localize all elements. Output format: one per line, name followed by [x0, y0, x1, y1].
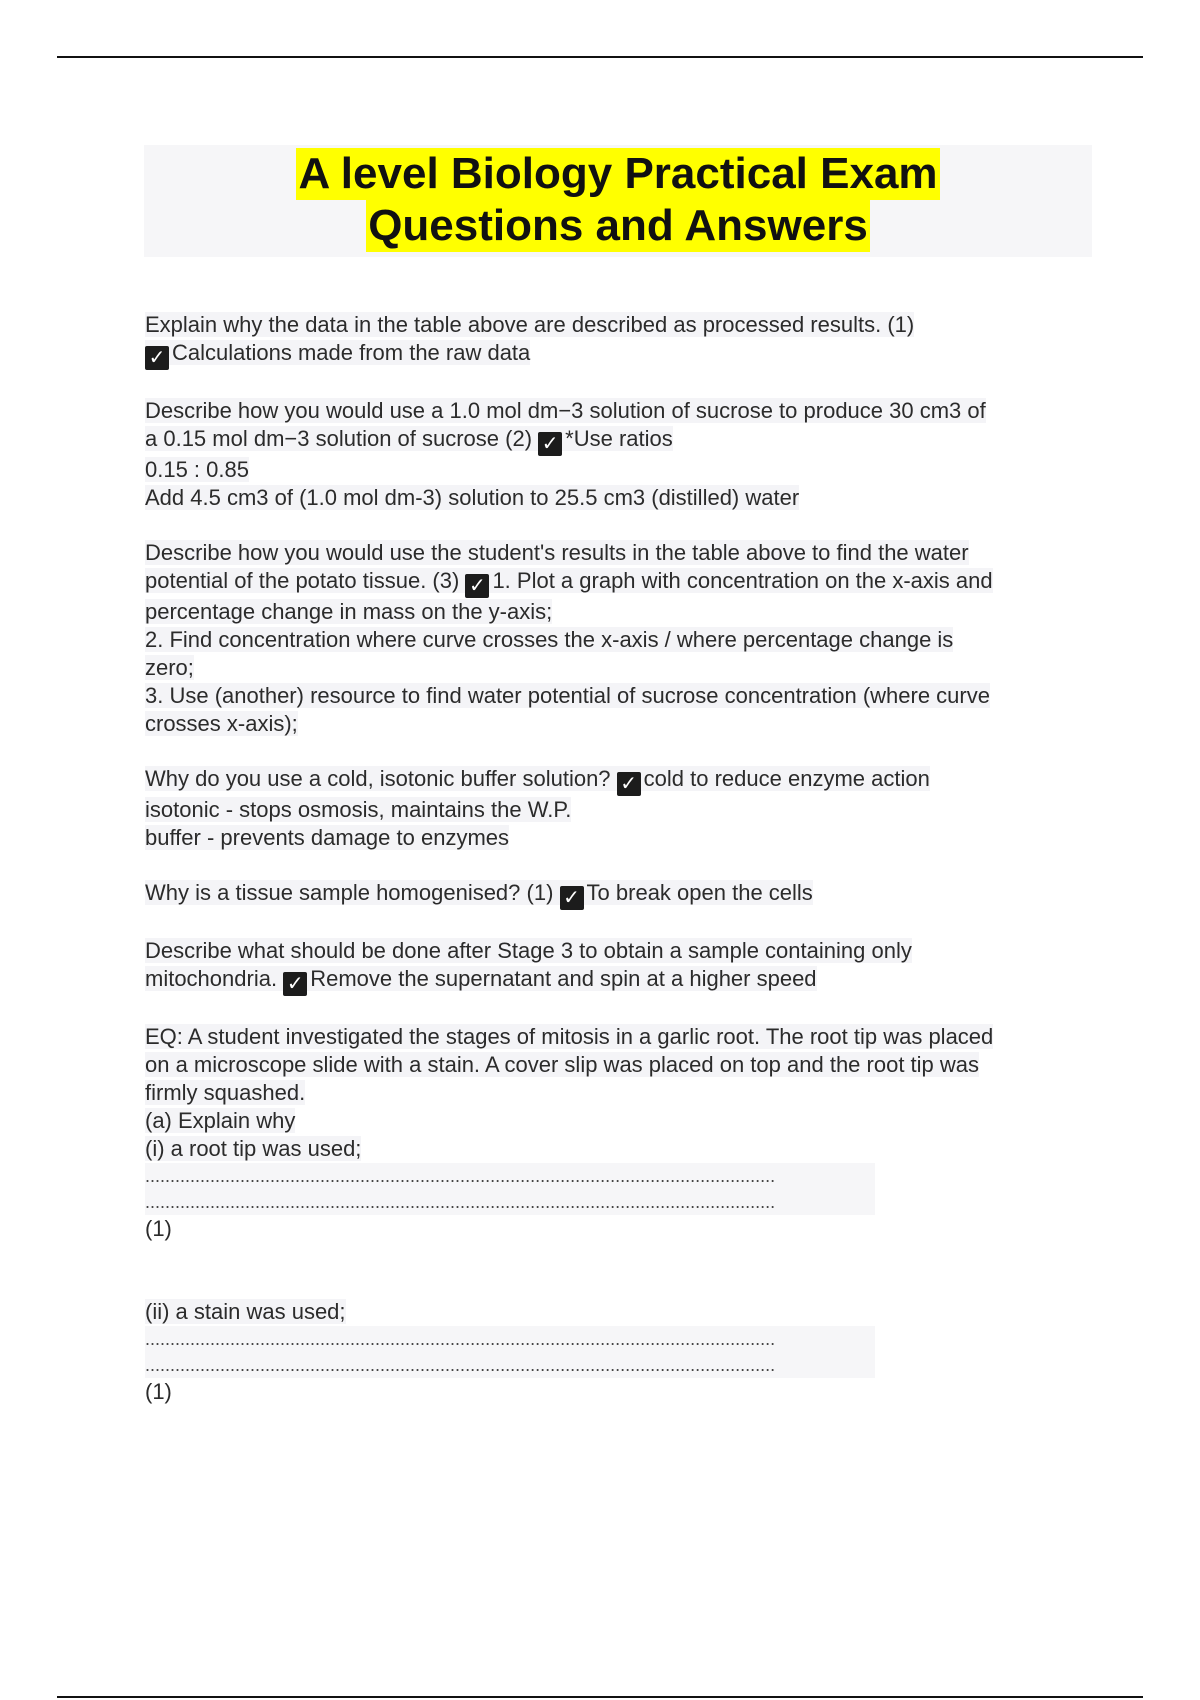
page-title-line-1: A level Biology Practical Exam — [298, 149, 938, 198]
question-text: Why is a tissue sample homogenised? (1) — [145, 880, 554, 905]
qa-content — [145, 311, 1085, 1433]
answer-dotted-line: .............................................................................................................................. — [145, 1163, 875, 1189]
question-text: Why do you use a cold, isotonic buffer solution? — [145, 766, 611, 791]
answer-text: Remove the supernatant and spin at a higher speed — [310, 966, 817, 991]
answer-text: 3. Use (another) resource to find water potential of sucrose concentration (where curve — [145, 683, 990, 708]
qa-item-5 — [145, 879, 1085, 910]
question-text: Explain why the data in the table above are described as processed results. (1) — [145, 312, 915, 337]
answer-text: To break open the cells — [586, 880, 813, 905]
check-box-icon: ✓ — [283, 972, 307, 996]
qa-item-2 — [145, 397, 1085, 512]
marks-label: (1) — [145, 1216, 172, 1241]
marks-label: (1) — [145, 1379, 172, 1404]
answer-text: isotonic - stops osmosis, maintains the W.P. — [145, 797, 572, 822]
answer-text: zero; — [145, 655, 194, 680]
answer-text: 1. Plot a graph with concentration on the x-axis and — [492, 568, 993, 593]
question-text: (ii) a stain was used; — [145, 1299, 346, 1324]
question-text: Describe what should be done after Stage 3 to obtain a sample containing only — [145, 938, 912, 963]
question-text: EQ: A student investigated the stages of mitosis in a garlic root. The root tip was placed — [145, 1024, 994, 1049]
question-text: a 0.15 mol dm−3 solution of sucrose (2) — [145, 426, 533, 451]
answer-text: cold to reduce enzyme action — [643, 766, 930, 791]
answer-text: crosses x-axis); — [145, 711, 298, 736]
question-text: (a) Explain why — [145, 1108, 296, 1133]
check-box-icon: ✓ — [465, 574, 489, 598]
check-box-icon: ✓ — [145, 346, 169, 370]
qa-item-1 — [145, 311, 1085, 370]
answer-dotted-line: .............................................................................................................................. — [145, 1189, 875, 1215]
answer-text: buffer - prevents damage to enzymes — [145, 825, 510, 850]
answer-text: 0.15 : 0.85 — [145, 457, 249, 482]
title-banner — [144, 145, 1092, 257]
answer-text: Calculations made from the raw data — [172, 340, 531, 365]
question-text: Describe how you would use the student's results in the table above to find the water — [145, 540, 969, 565]
answer-text: percentage change in mass on the y-axis; — [145, 599, 553, 624]
check-box-icon: ✓ — [617, 772, 641, 796]
answer-dotted-line: .............................................................................................................................. — [145, 1352, 875, 1378]
top-rule — [57, 56, 1143, 58]
question-text: mitochondria. — [145, 966, 278, 991]
question-text: firmly squashed. — [145, 1080, 306, 1105]
answer-dotted-line: .............................................................................................................................. — [145, 1326, 875, 1352]
check-box-icon: ✓ — [560, 886, 584, 910]
question-text: on a microscope slide with a stain. A cover slip was placed on top and the root tip was — [145, 1052, 980, 1077]
qa-item-3 — [145, 539, 1085, 738]
qa-item-7 — [145, 1023, 1085, 1406]
question-text: Describe how you would use a 1.0 mol dm−3 solution of sucrose to produce 30 cm3 of — [145, 398, 986, 423]
check-box-icon: ✓ — [538, 432, 562, 456]
question-text: (i) a root tip was used; — [145, 1136, 362, 1161]
question-text: potential of the potato tissue. (3) — [145, 568, 460, 593]
bottom-rule — [57, 1696, 1143, 1698]
answer-text: *Use ratios — [565, 426, 673, 451]
answer-text: 2. Find concentration where curve crosses the x-axis / where percentage change is — [145, 627, 954, 652]
answer-text: Add 4.5 cm3 of (1.0 mol dm-3) solution to 25.5 cm3 (distilled) water — [145, 485, 800, 510]
qa-item-4 — [145, 765, 1085, 852]
page-title-line-2: Questions and Answers — [368, 201, 868, 250]
qa-item-6 — [145, 937, 1085, 996]
